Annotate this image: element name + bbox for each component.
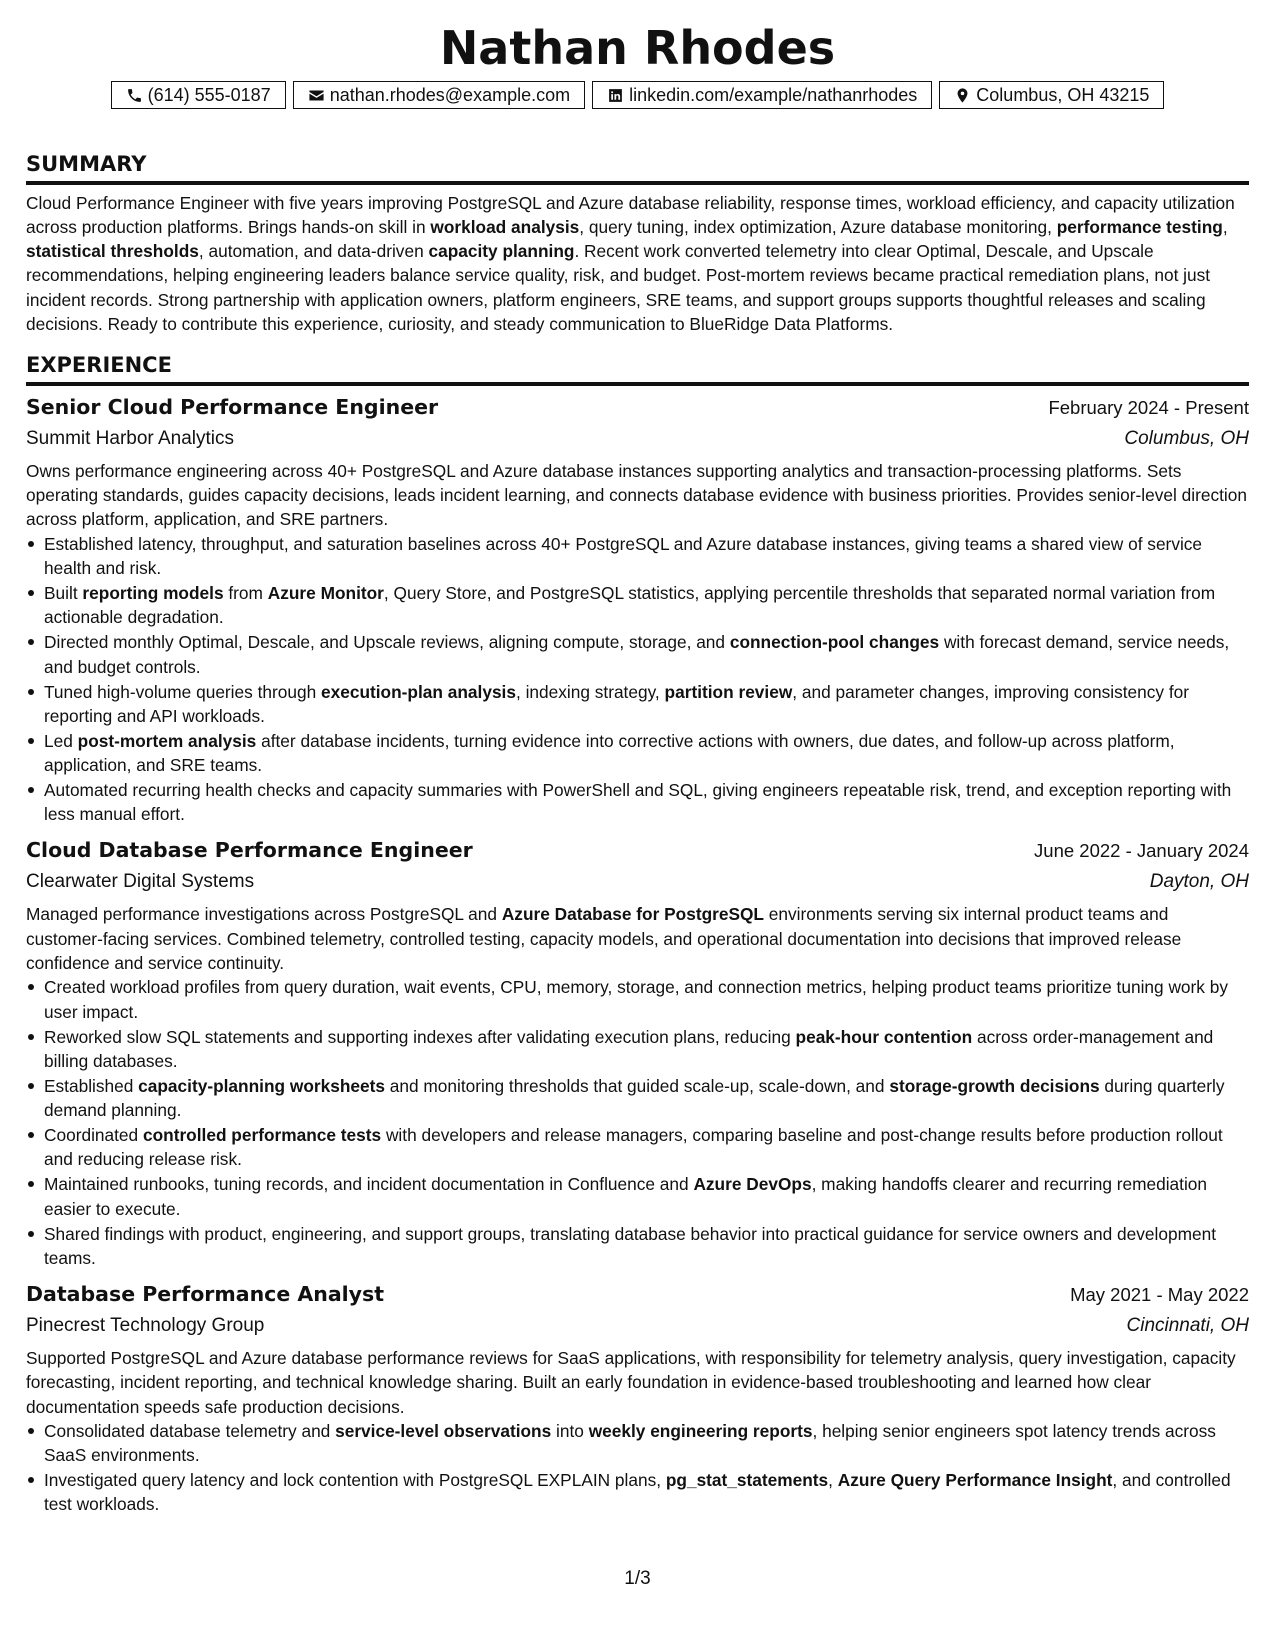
bullet-item: Shared findings with product, engineering, and support groups, translating database behavior into practical guidance for service owners and development teams.: [26, 1222, 1249, 1271]
bullet-item: Built reporting models from Azure Monitor, Query Store, and PostgreSQL statistics, applying percentile thresholds that separated normal variation from actionable degradation.: [26, 581, 1249, 630]
contact-linkedin-text: linkedin.com/example/nathanrhodes: [629, 85, 918, 105]
bullet-item: Coordinated controlled performance tests with developers and release managers, comparing baseline and post-change results before production rollout and reducing release risk.: [26, 1123, 1249, 1172]
emphasis-text: workload analysis: [430, 216, 580, 237]
company-name: Summit Harbor Analytics: [26, 427, 235, 449]
bullet-item: Tuned high-volume queries through execution-plan analysis, indexing strategy, partition review, and parameter changes, improving consistency for reporting and API workloads.: [26, 680, 1249, 729]
emphasis-text: Azure Monitor: [267, 582, 384, 603]
summary-text: Cloud Performance Engineer with five years improving PostgreSQL and Azure database reliability, response times, workload efficiency, and capacity utilization across production platforms. Brings hands-on skill in workload analysis, query tuning, index optimization, Azure database monitoring, performance testing, statistical thresholds, automation, and data-driven capacity planning. Recent work converted telemetry into clear Optimal, Descale, and Upscale recommendations, helping engineering leaders balance service quality, risk, and budget. Post-mortem reviews became practical remediation plans, not just incident records. Strong partnership with application owners, platform engineers, SRE teams, and support groups supports thoughtful releases and scaling decisions. Ready to contribute this experience, curiosity, and steady communication to BlueRidge Data Platforms.: [26, 192, 1235, 334]
linkedin-icon: [607, 87, 624, 104]
candidate-name: Nathan Rhodes: [439, 21, 836, 75]
emphasis-text: storage-growth decisions: [889, 1075, 1100, 1096]
bullet-item: Consolidated database telemetry and service-level observations into weekly engineering reports, helping senior engineers spot latency trends across SaaS environments.: [26, 1419, 1249, 1468]
experience-heading: EXPERIENCE: [26, 353, 172, 378]
bullet-item: Directed monthly Optimal, Descale, and Upscale reviews, aligning compute, storage, and connection-pool changes with forecast demand, service needs, and budget controls.: [26, 630, 1249, 679]
job-entry: [26, 392, 1249, 827]
contact-phone-text: (614) 555-0187: [147, 85, 271, 105]
emphasis-text: capacity planning: [428, 241, 575, 262]
bullet-item: Maintained runbooks, tuning records, and incident documentation in Confluence and Azure DevOps, making handoffs clearer and recurring remediation easier to execute.: [26, 1172, 1249, 1221]
company-name: Clearwater Digital Systems: [26, 871, 255, 893]
page-number: 1/3: [624, 1568, 651, 1589]
job-bullets: [26, 975, 1249, 1270]
company-name: Pinecrest Technology Group: [26, 1314, 265, 1336]
phone-icon: [126, 87, 143, 104]
envelope-icon: [308, 87, 325, 104]
resume-content: [26, 18, 1249, 1517]
bullet-item: Automated recurring health checks and capacity summaries with PowerShell and SQL, giving engineers repeatable risk, trend, and exception reporting with less manual effort.: [26, 778, 1249, 827]
section-divider: [26, 382, 1249, 386]
emphasis-text: capacity-planning worksheets: [138, 1075, 385, 1096]
job-title: Senior Cloud Performance Engineer: [26, 394, 439, 419]
job-location: Dayton, OH: [1149, 871, 1249, 893]
emphasis-text: pg_stat_statements: [665, 1470, 829, 1491]
job-location: Columbus, OH: [1124, 427, 1249, 449]
section-divider: [26, 181, 1249, 185]
job-description: Supported PostgreSQL and Azure database performance reviews for SaaS applications, with responsibility for telemetry analysis, query investigation, capacity forecasting, incident reporting, and technical knowledge sharing. Built an early foundation in evidence-based troubleshooting and learned how clear documentation speeds safe production decisions.: [26, 1347, 1236, 1417]
emphasis-text: statistical thresholds: [26, 241, 199, 262]
emphasis-text: peak-hour contention: [795, 1026, 973, 1047]
contact-location[interactable]: [939, 81, 1164, 109]
emphasis-text: post-mortem analysis: [77, 730, 257, 751]
job-location: Cincinnati, OH: [1126, 1314, 1249, 1336]
emphasis-text: partition review: [664, 681, 793, 702]
job-description: Managed performance investigations across PostgreSQL and Azure Database for PostgreSQL environments serving six internal product teams and customer-facing services. Combined telemetry, controlled testing, capacity models, and operational documentation into decisions that improved release confidence and service continuity.: [26, 904, 1182, 973]
job-dates: February 2024 - Present: [1048, 396, 1249, 418]
contact-linkedin[interactable]: [592, 81, 932, 109]
emphasis-text: execution-plan analysis: [321, 681, 516, 702]
bullet-item: Created workload profiles from query duration, wait events, CPU, memory, storage, and connection metrics, helping product teams prioritize tuning work by user impact.: [26, 975, 1249, 1024]
emphasis-text: Azure DevOps: [693, 1174, 812, 1195]
contact-phone[interactable]: [111, 81, 286, 109]
job-entry: [26, 835, 1249, 1270]
emphasis-text: reporting models: [82, 582, 224, 603]
job-title: Database Performance Analyst: [26, 1281, 385, 1306]
bullet-item: Established latency, throughput, and saturation baselines across 40+ PostgreSQL and Azure database instances, giving teams a shared view of service health and risk.: [26, 532, 1249, 581]
emphasis-text: Azure Query Performance Insight: [837, 1470, 1113, 1491]
emphasis-text: connection-pool changes: [729, 632, 940, 653]
job-description: Owns performance engineering across 40+ PostgreSQL and Azure database instances supporting analytics and transaction-processing platforms. Sets operating standards, guides capacity decisions, leads incident learning, and connects database evidence with business priorities. Provides senior-level direction across platform, application, and SRE partners.: [26, 460, 1247, 530]
job-title: Cloud Database Performance Engineer: [26, 838, 473, 863]
contact-bar: [26, 81, 1249, 109]
contact-email[interactable]: [293, 81, 585, 109]
summary-heading: SUMMARY: [26, 152, 147, 176]
emphasis-text: weekly engineering reports: [588, 1420, 813, 1441]
emphasis-text: controlled performance tests: [142, 1125, 382, 1146]
emphasis-text: Azure Database for PostgreSQL: [501, 904, 764, 925]
job-entry: [26, 1279, 1249, 1517]
emphasis-text: performance testing: [1056, 216, 1223, 237]
bullet-item: Led post-mortem analysis after database incidents, turning evidence into corrective actions with owners, due dates, and follow-up across platform, application, and SRE teams.: [26, 729, 1249, 778]
bullet-item: Established capacity-planning worksheets and monitoring thresholds that guided scale-up, scale-down, and storage-growth decisions during quarterly demand planning.: [26, 1074, 1249, 1123]
map-pin-icon: [954, 87, 971, 104]
job-bullets: [26, 1419, 1249, 1517]
job-dates: June 2022 - January 2024: [1034, 840, 1249, 862]
bullet-item: Reworked slow SQL statements and supporting indexes after validating execution plans, reducing peak-hour contention across order-management and billing databases.: [26, 1025, 1249, 1074]
emphasis-text: service-level observations: [335, 1420, 552, 1441]
contact-location-text: Columbus, OH 43215: [976, 85, 1150, 105]
job-bullets: [26, 532, 1249, 827]
job-dates: May 2021 - May 2022: [1070, 1283, 1249, 1305]
bullet-item: Investigated query latency and lock contention with PostgreSQL EXPLAIN plans, pg_stat_statements, Azure Query Performance Insight, and controlled test workloads.: [26, 1468, 1249, 1517]
contact-email-text: nathan.rhodes@example.com: [329, 85, 571, 105]
